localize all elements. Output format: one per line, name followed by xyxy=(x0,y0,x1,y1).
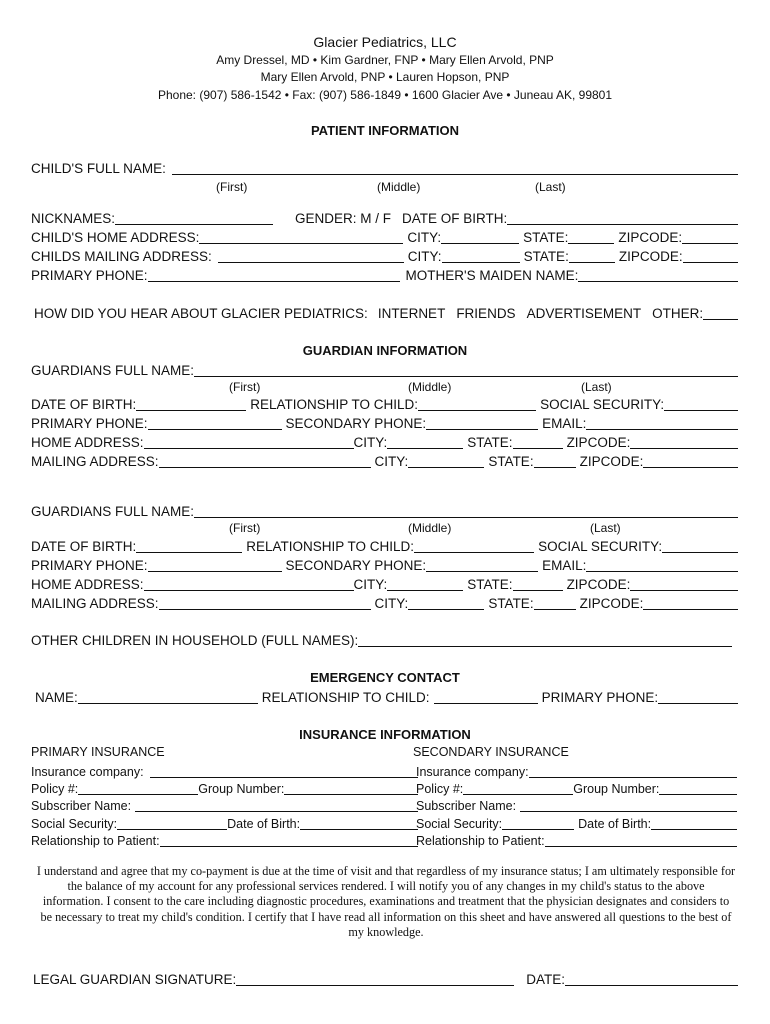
guardian1-zipcode-label: ZIPCODE: xyxy=(566,435,631,450)
secondary-relationship-label: Relationship to Patient: xyxy=(416,834,545,848)
child-mailing-zipcode-label: ZIPCODE: xyxy=(618,249,683,264)
secondary-company-field[interactable] xyxy=(529,763,737,778)
child-zipcode-label: ZIPCODE: xyxy=(618,230,683,245)
child-dob-field[interactable] xyxy=(507,210,738,225)
other-children-row xyxy=(31,631,738,649)
signature-date-field[interactable] xyxy=(565,971,738,986)
child-dob-label: DATE OF BIRTH: xyxy=(402,211,508,226)
referral-row xyxy=(31,304,738,322)
guardian1-last-hint: (Last) xyxy=(581,380,612,394)
guardian1-middle-hint: (Middle) xyxy=(408,380,452,394)
signature-date-label: DATE: xyxy=(526,972,566,987)
nicknames-field[interactable] xyxy=(115,210,273,225)
gender-label[interactable]: GENDER: M / F xyxy=(295,211,392,226)
guardian1-mailing-zipcode-field[interactable] xyxy=(643,453,738,468)
primary-subscriber-field[interactable] xyxy=(135,797,418,812)
guardian2-mailing-zipcode-field[interactable] xyxy=(643,595,738,610)
guardian1-zipcode-field[interactable] xyxy=(630,434,738,449)
providers-line-1: Amy Dressel, MD • Kim Gardner, FNP • Mary Ellen Arvold, PNP xyxy=(216,53,554,67)
secondary-subscriber-field[interactable] xyxy=(520,797,737,812)
other-children-label: OTHER CHILDREN IN HOUSEHOLD (FULL NAMES): xyxy=(31,633,359,648)
child-mailing-state-label: STATE: xyxy=(523,249,569,264)
primary-dob-field[interactable] xyxy=(300,815,418,830)
guardian2-home-address-label: HOME ADDRESS: xyxy=(31,577,144,592)
secondary-company-label: Insurance company: xyxy=(416,765,529,779)
guardian2-mailing-address-row xyxy=(31,594,738,612)
guardian2-last-hint: (Last) xyxy=(590,521,621,535)
guardian2-state-field[interactable] xyxy=(513,576,563,591)
guardian1-mailing-address-label: MAILING ADDRESS: xyxy=(31,454,159,469)
primary-relationship-field[interactable] xyxy=(160,832,418,847)
signature-label: LEGAL GUARDIAN SIGNATURE: xyxy=(33,972,237,987)
guardian2-secondary-phone-label: SECONDARY PHONE: xyxy=(285,558,427,573)
guardian2-ssn-label: SOCIAL SECURITY: xyxy=(538,539,663,554)
guardian2-relationship-field[interactable] xyxy=(414,538,534,553)
guardian2-city-field[interactable] xyxy=(387,576,463,591)
guardian1-secondary-phone-label: SECONDARY PHONE: xyxy=(285,416,427,431)
referral-option-friends[interactable]: FRIENDS xyxy=(456,306,516,321)
guardian2-state-label: STATE: xyxy=(467,577,513,592)
guardian1-secondary-phone-field[interactable] xyxy=(426,415,538,430)
guardian1-mailing-zipcode-label: ZIPCODE: xyxy=(579,454,644,469)
guardian2-dob-field[interactable] xyxy=(136,538,242,553)
emergency-name-label: NAME: xyxy=(35,690,78,705)
child-mailing-state-field[interactable] xyxy=(569,248,615,263)
guardian2-mailing-city-field[interactable] xyxy=(408,595,484,610)
guardian1-mailing-state-field[interactable] xyxy=(534,453,576,468)
child-mailing-address-label: CHILDS MAILING ADDRESS: xyxy=(31,249,212,264)
contact-line: Phone: (907) 586-1542 • Fax: (907) 586-1849 • 1600 Glacier Ave • Juneau AK, 99801 xyxy=(157,88,613,102)
primary-group-field[interactable] xyxy=(284,780,418,795)
primary-insurance-heading: PRIMARY INSURANCE xyxy=(31,745,165,759)
guardian1-mailing-state-label: STATE: xyxy=(488,454,534,469)
primary-group-label: Group Number: xyxy=(198,782,285,796)
guardian2-mailing-city-label: CITY: xyxy=(374,596,409,611)
guardian2-phone-row xyxy=(31,556,738,574)
guardian1-primary-phone-field[interactable] xyxy=(148,415,282,430)
secondary-group-field[interactable] xyxy=(659,780,737,795)
guardian2-dob-row xyxy=(31,537,738,555)
primary-dob-label: Date of Birth: xyxy=(227,817,301,831)
guardian2-mailing-address-label: MAILING ADDRESS: xyxy=(31,596,159,611)
guardian1-email-field[interactable] xyxy=(586,415,738,430)
guardian1-email-label: EMAIL: xyxy=(542,416,587,431)
child-mailing-city-field[interactable] xyxy=(442,248,520,263)
guardian1-city-label: CITY: xyxy=(353,435,388,450)
guardian2-secondary-phone-field[interactable] xyxy=(426,557,538,572)
nicknames-label: NICKNAMES: xyxy=(31,211,116,226)
referral-option-internet[interactable]: INTERNET xyxy=(377,306,446,321)
guardian2-email-field[interactable] xyxy=(586,557,738,572)
guardian1-first-hint: (First) xyxy=(229,380,261,394)
guardian1-mailing-address-row xyxy=(31,452,738,470)
guardian2-email-label: EMAIL: xyxy=(542,558,587,573)
child-full-name-row xyxy=(31,159,738,177)
guardian2-ssn-field[interactable] xyxy=(662,538,738,553)
primary-subscriber-label: Subscriber Name: xyxy=(31,799,132,813)
practice-name: Glacier Pediatrics, LLC xyxy=(313,34,457,50)
secondary-policy-label: Policy #: xyxy=(416,782,464,796)
child-zipcode-field[interactable] xyxy=(682,229,738,244)
child-home-address-field[interactable] xyxy=(199,229,403,244)
primary-company-field[interactable] xyxy=(150,763,418,778)
guardian1-state-label: STATE: xyxy=(467,435,513,450)
signature-row xyxy=(31,970,738,988)
guardian1-dob-label: DATE OF BIRTH: xyxy=(31,397,137,412)
guardian2-city-label: CITY: xyxy=(353,577,388,592)
guardian1-ssn-field[interactable] xyxy=(664,396,738,411)
child-city-field[interactable] xyxy=(441,229,519,244)
guardian1-city-field[interactable] xyxy=(387,434,463,449)
guardian1-phone-row xyxy=(31,414,738,432)
primary-policy-field[interactable] xyxy=(78,780,198,795)
guardian1-mailing-address-field[interactable] xyxy=(159,453,371,468)
secondary-insurance-heading: SECONDARY INSURANCE xyxy=(413,745,569,759)
guardian2-home-address-field[interactable] xyxy=(144,576,354,591)
emergency-contact-row xyxy=(31,688,738,706)
guardian1-relationship-label: RELATIONSHIP TO CHILD: xyxy=(250,397,419,412)
first-hint: (First) xyxy=(216,180,248,194)
child-full-name-label: CHILD'S FULL NAME: xyxy=(31,161,166,176)
guardian2-dob-label: DATE OF BIRTH: xyxy=(31,539,137,554)
guardian1-name-label: GUARDIANS FULL NAME: xyxy=(31,363,195,378)
guardian1-name-field[interactable] xyxy=(194,362,738,377)
guardian2-name-label: GUARDIANS FULL NAME: xyxy=(31,504,195,519)
primary-company-row xyxy=(31,762,386,780)
guardian2-first-hint: (First) xyxy=(229,521,261,535)
middle-hint: (Middle) xyxy=(377,180,421,194)
nickname-row xyxy=(31,209,738,227)
guardian2-mailing-state-label: STATE: xyxy=(488,596,534,611)
referral-other-field[interactable] xyxy=(703,305,738,320)
secondary-relationship-field[interactable] xyxy=(545,832,737,847)
patient-section-title: PATIENT INFORMATION xyxy=(310,123,460,138)
guardian2-name-field[interactable] xyxy=(194,503,738,518)
guardian2-primary-phone-label: PRIMARY PHONE: xyxy=(31,558,148,573)
guardian2-zipcode-field[interactable] xyxy=(630,576,738,591)
guardian1-name-row xyxy=(31,361,738,379)
last-hint: (Last) xyxy=(535,180,566,194)
mothers-maiden-name-label: MOTHER'S MAIDEN NAME: xyxy=(405,268,579,283)
secondary-group-label: Group Number: xyxy=(573,782,660,796)
primary-subscriber-row xyxy=(31,796,386,814)
child-primary-phone-field[interactable] xyxy=(148,267,400,282)
referral-option-advertisement[interactable]: ADVERTISEMENT xyxy=(526,306,642,321)
child-state-field[interactable] xyxy=(568,229,614,244)
emergency-phone-field[interactable] xyxy=(658,689,738,704)
child-mailing-zipcode-field[interactable] xyxy=(683,248,738,263)
guardian1-relationship-field[interactable] xyxy=(418,396,536,411)
child-mailing-address-field[interactable] xyxy=(218,248,404,263)
child-home-address-label: CHILD'S HOME ADDRESS: xyxy=(31,230,200,245)
secondary-company-row xyxy=(416,762,737,780)
guardian2-home-address-row xyxy=(31,575,738,593)
secondary-policy-row xyxy=(416,779,737,797)
secondary-dob-field[interactable] xyxy=(651,815,737,830)
guardian1-home-address-field[interactable] xyxy=(144,434,354,449)
child-home-address-row xyxy=(31,228,738,246)
guardian2-middle-hint: (Middle) xyxy=(408,521,452,535)
guardian2-primary-phone-field[interactable] xyxy=(148,557,282,572)
secondary-ssn-field[interactable] xyxy=(502,815,574,830)
primary-company-label: Insurance company: xyxy=(31,765,144,779)
primary-ssn-field[interactable] xyxy=(117,815,227,830)
guardian2-zipcode-label: ZIPCODE: xyxy=(566,577,631,592)
primary-relationship-row xyxy=(31,831,386,849)
guardian2-relationship-label: RELATIONSHIP TO CHILD: xyxy=(246,539,415,554)
secondary-policy-field[interactable] xyxy=(463,780,573,795)
primary-policy-row xyxy=(31,779,386,797)
guardian-section-title: GUARDIAN INFORMATION xyxy=(302,343,468,358)
guardian2-name-row xyxy=(31,502,738,520)
secondary-subscriber-row xyxy=(416,796,737,814)
emergency-relationship-label: RELATIONSHIP TO CHILD: xyxy=(261,690,430,705)
guardian2-mailing-zipcode-label: ZIPCODE: xyxy=(579,596,644,611)
guardian1-mailing-city-field[interactable] xyxy=(408,453,484,468)
signature-field[interactable] xyxy=(236,971,514,986)
child-mailing-city-label: CITY: xyxy=(407,249,442,264)
mothers-maiden-name-field[interactable] xyxy=(578,267,738,282)
guardian1-state-field[interactable] xyxy=(513,434,563,449)
referral-option-other[interactable]: OTHER: xyxy=(652,306,704,321)
guardian2-mailing-address-field[interactable] xyxy=(159,595,371,610)
referral-label: HOW DID YOU HEAR ABOUT GLACIER PEDIATRICS: xyxy=(34,306,368,321)
emergency-name-field[interactable] xyxy=(78,689,258,704)
guardian2-mailing-state-field[interactable] xyxy=(534,595,576,610)
emergency-phone-label: PRIMARY PHONE: xyxy=(541,690,659,705)
guardian1-home-address-label: HOME ADDRESS: xyxy=(31,435,144,450)
guardian1-ssn-label: SOCIAL SECURITY: xyxy=(540,397,665,412)
providers-line-2: Mary Ellen Arvold, PNP • Lauren Hopson, PNP xyxy=(260,70,510,84)
child-state-label: STATE: xyxy=(523,230,569,245)
consent-paragraph: I understand and agree that my co-payment is due at the time of visit and that regardless of my insurance status; I am ultimately responsible for the balance of my account for any professional services rendered. I will notify you of any changes in my child's status to the above information. I consent to the care including diagnostic procedures, examinations and treatment that the physician designates and considers to be necessary to treat my child's condition. I certify that I have read all information on this sheet and have answered all questions to the best of my knowledge. xyxy=(36,864,736,939)
emergency-section-title: EMERGENCY CONTACT xyxy=(310,670,460,685)
primary-relationship-label: Relationship to Patient: xyxy=(31,834,160,848)
child-full-name-field[interactable] xyxy=(172,160,738,175)
guardian1-mailing-city-label: CITY: xyxy=(374,454,409,469)
insurance-section-title: INSURANCE INFORMATION xyxy=(299,727,471,742)
emergency-relationship-field[interactable] xyxy=(434,689,538,704)
guardian1-dob-field[interactable] xyxy=(136,396,246,411)
guardian1-primary-phone-label: PRIMARY PHONE: xyxy=(31,416,148,431)
secondary-ssn-row xyxy=(416,814,737,832)
guardian1-dob-row xyxy=(31,395,738,413)
secondary-ssn-label: Social Security: xyxy=(416,817,503,831)
child-city-label: CITY: xyxy=(407,230,442,245)
child-mailing-address-row xyxy=(31,247,738,265)
primary-policy-label: Policy #: xyxy=(31,782,79,796)
primary-ssn-label: Social Security: xyxy=(31,817,118,831)
secondary-dob-label: Date of Birth: xyxy=(578,817,652,831)
guardian1-home-address-row xyxy=(31,433,738,451)
secondary-subscriber-label: Subscriber Name: xyxy=(416,799,517,813)
child-phone-row xyxy=(31,266,738,284)
child-primary-phone-label: PRIMARY PHONE: xyxy=(31,268,148,283)
secondary-relationship-row xyxy=(416,831,737,849)
other-children-field[interactable] xyxy=(358,632,732,647)
primary-ssn-row xyxy=(31,814,386,832)
